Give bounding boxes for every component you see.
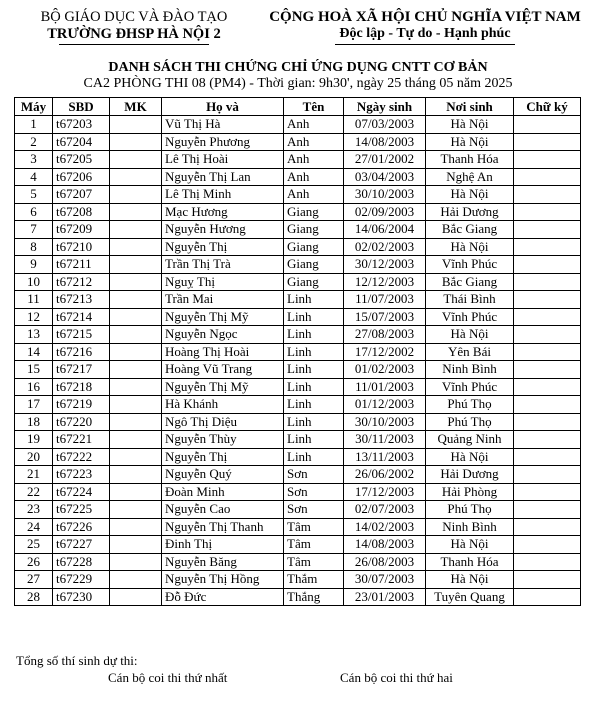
cell-pob: Hà Nội [426, 186, 514, 204]
cell-pob: Yên Bái [426, 343, 514, 361]
cell-sbd: t67221 [53, 431, 110, 449]
cell-sbd: t67230 [53, 588, 110, 606]
ministry-name: BỘ GIÁO DỤC VÀ ĐÀO TẠO [40, 9, 228, 25]
cell-mk [110, 133, 162, 151]
cell-ho: Nguyễn Thị [162, 448, 284, 466]
cell-mk [110, 291, 162, 309]
cell-ho: Nguyễn Thị Mỹ [162, 378, 284, 396]
cell-mk [110, 553, 162, 571]
cell-dob: 02/02/2003 [344, 238, 426, 256]
cell-may: 1 [15, 116, 53, 134]
cell-ten: Giang [284, 256, 344, 274]
cell-ten: Linh [284, 308, 344, 326]
cell-mk [110, 483, 162, 501]
total-candidates-label: Tổng số thí sinh dự thi: [16, 653, 138, 668]
cell-ten: Anh [284, 186, 344, 204]
document-subtitle: CA2 PHÒNG THI 08 (PM4) - Thời gian: 9h30', ngày 25 tháng 05 năm 2025 [83, 76, 513, 91]
cell-ho: Nguyễn Thị Lan [162, 168, 284, 186]
country-name: CỘNG HOÀ XÃ HỘI CHỦ NGHĨA VIỆT NAM [269, 9, 581, 25]
cell-sig [514, 431, 581, 449]
cell-mk [110, 536, 162, 554]
table-row [15, 221, 581, 239]
cell-dob: 14/06/2004 [344, 221, 426, 239]
cell-sbd: t67217 [53, 361, 110, 379]
table-row [15, 378, 581, 396]
cell-may: 21 [15, 466, 53, 484]
cell-ho: Nguyễn Thị [162, 238, 284, 256]
table-row [15, 203, 581, 221]
cell-pob: Vĩnh Phúc [426, 308, 514, 326]
cell-mk [110, 466, 162, 484]
cell-sig [514, 588, 581, 606]
cell-sbd: t67208 [53, 203, 110, 221]
cell-sig [514, 273, 581, 291]
cell-may: 15 [15, 361, 53, 379]
cell-ho: Nguyễn Thị Hồng [162, 571, 284, 589]
cell-ho: Nguyễn Quý [162, 466, 284, 484]
cell-mk [110, 221, 162, 239]
cell-ho: Nguyễn Thùy [162, 431, 284, 449]
cell-ten: Linh [284, 326, 344, 344]
cell-ho: Nguyễn Thị Thanh [162, 518, 284, 536]
cell-ho: Đinh Thị [162, 536, 284, 554]
cell-sbd: t67204 [53, 133, 110, 151]
school-name: TRƯỜNG ĐHSP HÀ NỘI 2 [47, 26, 221, 42]
cell-dob: 17/12/2002 [344, 343, 426, 361]
cell-sbd: t67216 [53, 343, 110, 361]
cell-dob: 26/06/2002 [344, 466, 426, 484]
cell-may: 2 [15, 133, 53, 151]
cell-ten: Giang [284, 273, 344, 291]
cell-sig [514, 238, 581, 256]
second-proctor-label: Cán bộ coi thi thứ hai [340, 670, 453, 685]
cell-dob: 15/07/2003 [344, 308, 426, 326]
cell-pob: Thanh Hóa [426, 553, 514, 571]
document-title: DANH SÁCH THI CHỨNG CHỈ ỨNG DỤNG CNTT CƠ BẢN [108, 60, 488, 75]
table-row [15, 448, 581, 466]
cell-ten: Anh [284, 168, 344, 186]
cell-sig [514, 133, 581, 151]
cell-dob: 17/12/2003 [344, 483, 426, 501]
cell-pob: Hà Nội [426, 571, 514, 589]
cell-pob: Phú Thọ [426, 501, 514, 519]
cell-sig [514, 378, 581, 396]
cell-sbd: t67214 [53, 308, 110, 326]
cell-sig [514, 186, 581, 204]
cell-mk [110, 186, 162, 204]
cell-pob: Hà Nội [426, 448, 514, 466]
cell-mk [110, 431, 162, 449]
cell-dob: 30/11/2003 [344, 431, 426, 449]
cell-may: 12 [15, 308, 53, 326]
cell-ho: Ngô Thị Diệu [162, 413, 284, 431]
cell-pob: Quảng Ninh [426, 431, 514, 449]
first-proctor-label: Cán bộ coi thi thứ nhất [108, 670, 228, 685]
header-right [258, 8, 592, 45]
cell-sbd: t67222 [53, 448, 110, 466]
cell-may: 28 [15, 588, 53, 606]
cell-mk [110, 448, 162, 466]
cell-ten: Anh [284, 116, 344, 134]
cell-mk [110, 256, 162, 274]
cell-pob: Hà Nội [426, 326, 514, 344]
cell-ho: Đỗ Đức [162, 588, 284, 606]
cell-mk [110, 116, 162, 134]
column-header-ho: Họ và [162, 98, 284, 116]
cell-ten: Linh [284, 396, 344, 414]
cell-ho: Nguyễn Thị Mỹ [162, 308, 284, 326]
cell-dob: 27/08/2003 [344, 326, 426, 344]
column-header-dob: Ngày sinh [344, 98, 426, 116]
column-header-sbd: SBD [53, 98, 110, 116]
cell-pob: Phú Thọ [426, 396, 514, 414]
column-header-sig: Chữ ký [514, 98, 581, 116]
cell-mk [110, 571, 162, 589]
table-row [15, 116, 581, 134]
cell-ten: Linh [284, 378, 344, 396]
cell-mk [110, 238, 162, 256]
cell-may: 24 [15, 518, 53, 536]
table-row [15, 168, 581, 186]
table-row [15, 518, 581, 536]
cell-pob: Bắc Giang [426, 221, 514, 239]
cell-may: 25 [15, 536, 53, 554]
cell-sbd: t67223 [53, 466, 110, 484]
cell-may: 18 [15, 413, 53, 431]
cell-ho: Đoàn Minh [162, 483, 284, 501]
cell-may: 23 [15, 501, 53, 519]
cell-mk [110, 203, 162, 221]
cell-sig [514, 536, 581, 554]
cell-sig [514, 483, 581, 501]
cell-sbd: t67227 [53, 536, 110, 554]
table-row [15, 466, 581, 484]
cell-ho: Nguyễn Cao [162, 501, 284, 519]
cell-ten: Giang [284, 238, 344, 256]
cell-may: 16 [15, 378, 53, 396]
cell-ho: Nguyễn Phương [162, 133, 284, 151]
cell-sig [514, 396, 581, 414]
cell-ho: Hoàng Thị Hoài [162, 343, 284, 361]
table-row [15, 133, 581, 151]
cell-ho: Vũ Thị Hà [162, 116, 284, 134]
table-row [15, 361, 581, 379]
cell-ho: Lê Thị Hoài [162, 151, 284, 169]
table-row [15, 308, 581, 326]
cell-sbd: t67225 [53, 501, 110, 519]
cell-sbd: t67219 [53, 396, 110, 414]
cell-sbd: t67203 [53, 116, 110, 134]
cell-may: 20 [15, 448, 53, 466]
cell-dob: 14/02/2003 [344, 518, 426, 536]
cell-pob: Ninh Bình [426, 361, 514, 379]
cell-mk [110, 518, 162, 536]
cell-may: 27 [15, 571, 53, 589]
cell-dob: 02/09/2003 [344, 203, 426, 221]
cell-ten: Linh [284, 343, 344, 361]
cell-sig [514, 221, 581, 239]
cell-pob: Ninh Bình [426, 518, 514, 536]
cell-dob: 23/01/2003 [344, 588, 426, 606]
cell-may: 5 [15, 186, 53, 204]
table-row [15, 273, 581, 291]
cell-ho: Nguyễn Băng [162, 553, 284, 571]
cell-sbd: t67213 [53, 291, 110, 309]
cell-sig [514, 203, 581, 221]
column-header-pob: Nơi sinh [426, 98, 514, 116]
cell-sbd: t67212 [53, 273, 110, 291]
cell-pob: Vĩnh Phúc [426, 256, 514, 274]
cell-sbd: t67224 [53, 483, 110, 501]
cell-pob: Thanh Hóa [426, 151, 514, 169]
cell-mk [110, 343, 162, 361]
cell-sig [514, 553, 581, 571]
table-row [15, 553, 581, 571]
cell-dob: 30/10/2003 [344, 413, 426, 431]
cell-mk [110, 151, 162, 169]
cell-pob: Bắc Giang [426, 273, 514, 291]
column-header-may: Máy [15, 98, 53, 116]
cell-dob: 11/01/2003 [344, 378, 426, 396]
cell-sbd: t67207 [53, 186, 110, 204]
cell-pob: Hải Dương [426, 466, 514, 484]
cell-ten: Anh [284, 133, 344, 151]
cell-dob: 01/12/2003 [344, 396, 426, 414]
cell-pob: Hà Nội [426, 116, 514, 134]
cell-dob: 02/07/2003 [344, 501, 426, 519]
cell-ten: Giang [284, 221, 344, 239]
cell-ten: Linh [284, 431, 344, 449]
cell-ho: Trần Mai [162, 291, 284, 309]
cell-ten: Tâm [284, 553, 344, 571]
cell-dob: 30/10/2003 [344, 186, 426, 204]
table-row [15, 483, 581, 501]
cell-may: 17 [15, 396, 53, 414]
cell-pob: Hải Phòng [426, 483, 514, 501]
table-row [15, 588, 581, 606]
table-row [15, 186, 581, 204]
cell-ten: Sơn [284, 483, 344, 501]
cell-sbd: t67218 [53, 378, 110, 396]
cell-mk [110, 396, 162, 414]
cell-dob: 01/02/2003 [344, 361, 426, 379]
table-row [15, 396, 581, 414]
table-row [15, 256, 581, 274]
cell-sig [514, 308, 581, 326]
table-row [15, 343, 581, 361]
table-header-row [15, 98, 581, 116]
cell-sig [514, 151, 581, 169]
cell-pob: Phú Thọ [426, 413, 514, 431]
table-row [15, 536, 581, 554]
cell-sig [514, 501, 581, 519]
cell-may: 13 [15, 326, 53, 344]
cell-mk [110, 413, 162, 431]
cell-sig [514, 116, 581, 134]
cell-ten: Sơn [284, 501, 344, 519]
table-row [15, 291, 581, 309]
cell-pob: Tuyên Quang [426, 588, 514, 606]
cell-may: 3 [15, 151, 53, 169]
table-row [15, 238, 581, 256]
cell-dob: 13/11/2003 [344, 448, 426, 466]
cell-sig [514, 466, 581, 484]
cell-dob: 14/08/2003 [344, 536, 426, 554]
cell-ten: Anh [284, 151, 344, 169]
column-header-ten: Tên [284, 98, 344, 116]
cell-sbd: t67206 [53, 168, 110, 186]
header-right-rule [335, 44, 515, 45]
cell-mk [110, 588, 162, 606]
cell-pob: Hà Nội [426, 133, 514, 151]
cell-sbd: t67205 [53, 151, 110, 169]
cell-pob: Nghệ An [426, 168, 514, 186]
cell-dob: 30/07/2003 [344, 571, 426, 589]
cell-ho: Hà Khánh [162, 396, 284, 414]
table-row [15, 571, 581, 589]
cell-may: 11 [15, 291, 53, 309]
column-header-mk: MK [110, 98, 162, 116]
cell-pob: Hà Nội [426, 238, 514, 256]
cell-dob: 11/07/2003 [344, 291, 426, 309]
cell-mk [110, 378, 162, 396]
cell-pob: Hà Nội [426, 536, 514, 554]
cell-sbd: t67228 [53, 553, 110, 571]
cell-sbd: t67215 [53, 326, 110, 344]
cell-sbd: t67209 [53, 221, 110, 239]
cell-may: 7 [15, 221, 53, 239]
cell-sig [514, 571, 581, 589]
cell-sbd: t67220 [53, 413, 110, 431]
candidate-table [14, 97, 581, 606]
cell-sbd: t67210 [53, 238, 110, 256]
cell-sig [514, 326, 581, 344]
cell-may: 4 [15, 168, 53, 186]
cell-dob: 03/04/2003 [344, 168, 426, 186]
cell-ten: Sơn [284, 466, 344, 484]
cell-ho: Trần Thị Trà [162, 256, 284, 274]
table-row [15, 431, 581, 449]
cell-may: 6 [15, 203, 53, 221]
cell-pob: Vĩnh Phúc [426, 378, 514, 396]
cell-mk [110, 326, 162, 344]
cell-sig [514, 361, 581, 379]
cell-dob: 27/01/2002 [344, 151, 426, 169]
table-row [15, 501, 581, 519]
table-row [15, 151, 581, 169]
national-motto: Độc lập - Tự do - Hạnh phúc [339, 26, 511, 41]
cell-dob: 26/08/2003 [344, 553, 426, 571]
cell-ho: Nguyễn Hương [162, 221, 284, 239]
cell-sig [514, 168, 581, 186]
cell-mk [110, 308, 162, 326]
cell-sig [514, 413, 581, 431]
cell-dob: 12/12/2003 [344, 273, 426, 291]
cell-mk [110, 361, 162, 379]
cell-ten: Thắm [284, 571, 344, 589]
cell-dob: 30/12/2003 [344, 256, 426, 274]
cell-may: 22 [15, 483, 53, 501]
cell-ten: Linh [284, 413, 344, 431]
cell-ho: Lê Thị Minh [162, 186, 284, 204]
cell-ho: Nguyễn Ngọc [162, 326, 284, 344]
cell-ho: Mạc Hương [162, 203, 284, 221]
cell-mk [110, 273, 162, 291]
header-left [14, 8, 254, 45]
cell-sig [514, 448, 581, 466]
cell-ten: Linh [284, 291, 344, 309]
cell-ten: Tâm [284, 536, 344, 554]
cell-ho: Hoàng Vũ Trang [162, 361, 284, 379]
cell-may: 14 [15, 343, 53, 361]
cell-ten: Thắng [284, 588, 344, 606]
cell-sig [514, 343, 581, 361]
cell-may: 9 [15, 256, 53, 274]
table-body [15, 116, 581, 606]
cell-sbd: t67226 [53, 518, 110, 536]
cell-dob: 07/03/2003 [344, 116, 426, 134]
cell-sig [514, 518, 581, 536]
cell-ten: Linh [284, 361, 344, 379]
cell-may: 8 [15, 238, 53, 256]
cell-ten: Tâm [284, 518, 344, 536]
cell-may: 10 [15, 273, 53, 291]
cell-may: 19 [15, 431, 53, 449]
table-row [15, 326, 581, 344]
cell-mk [110, 501, 162, 519]
cell-mk [110, 168, 162, 186]
cell-sbd: t67211 [53, 256, 110, 274]
cell-pob: Hải Dương [426, 203, 514, 221]
cell-ten: Linh [284, 448, 344, 466]
cell-ho: Nguỵ Thị [162, 273, 284, 291]
cell-sig [514, 291, 581, 309]
header-left-rule [59, 44, 209, 45]
table-row [15, 413, 581, 431]
cell-pob: Thái Bình [426, 291, 514, 309]
cell-dob: 14/08/2003 [344, 133, 426, 151]
cell-sig [514, 256, 581, 274]
cell-may: 26 [15, 553, 53, 571]
cell-sbd: t67229 [53, 571, 110, 589]
cell-ten: Giang [284, 203, 344, 221]
